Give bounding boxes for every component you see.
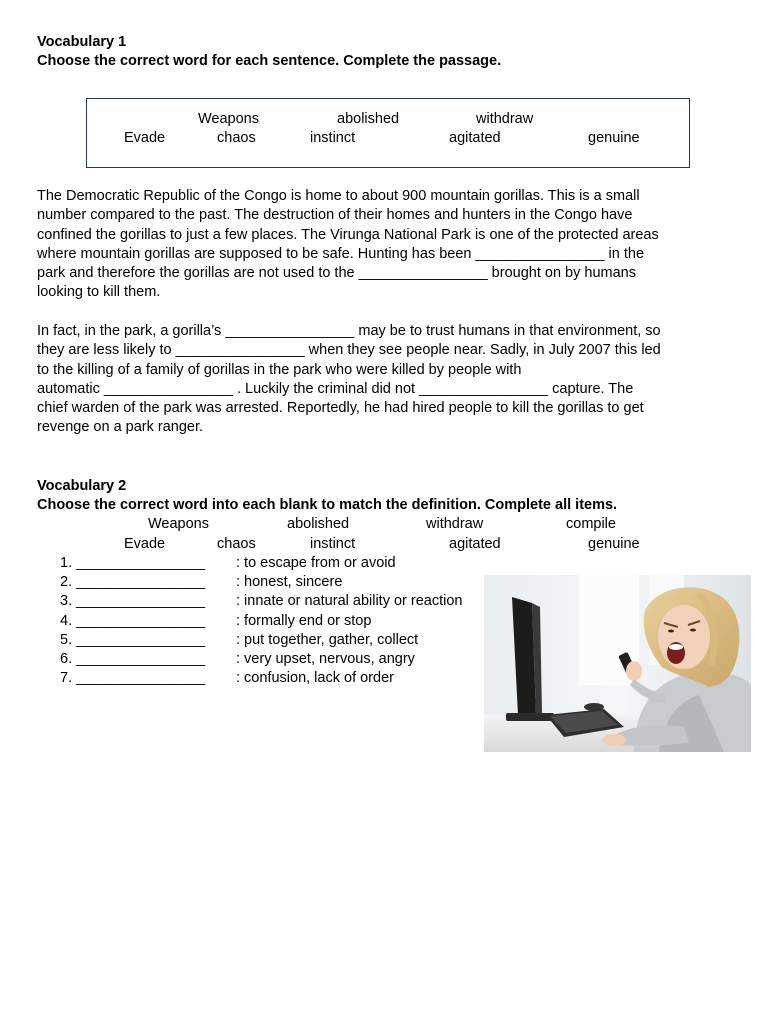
photo-illustration — [484, 575, 751, 752]
word-list-word: agitated — [449, 536, 501, 552]
passage-line: automatic ________________ . Luckily the criminal did not ________________ capture. The — [37, 380, 634, 397]
passage-line: number compared to the past. The destruction of their homes and hunters in the Congo have — [37, 207, 633, 224]
definition-item — [60, 573, 342, 592]
word-bank-word: Evade — [124, 130, 166, 146]
item-definition: : very upset, nervous, angry — [236, 651, 415, 667]
item-number: 1. — [60, 555, 73, 571]
answer-blank[interactable]: ________________ — [76, 651, 206, 667]
answer-blank[interactable]: ________________ — [76, 613, 206, 629]
word-bank-word: genuine — [588, 130, 640, 146]
answer-blank[interactable]: ________________ — [76, 670, 206, 686]
angry-woman-computer-photo — [484, 575, 751, 752]
word-list-word: withdraw — [426, 516, 484, 532]
item-number: 2. — [60, 574, 73, 590]
definition-item — [60, 631, 418, 650]
definition-item — [60, 650, 415, 669]
answer-blank[interactable]: ________________ — [76, 632, 206, 648]
item-definition: : innate or natural ability or reaction — [236, 593, 463, 609]
vocab1-heading: Vocabulary 1 — [37, 34, 127, 50]
answer-blank[interactable]: ________________ — [76, 555, 206, 571]
item-number: 4. — [60, 613, 73, 629]
passage-line: chief warden of the park was arrested. Reportedly, he had hired people to kill the gorillas to get — [37, 400, 644, 417]
item-number: 3. — [60, 593, 73, 609]
definition-item — [60, 554, 396, 573]
word-list-word: chaos — [217, 536, 256, 552]
word-bank-word: chaos — [217, 130, 256, 146]
passage-paragraph-1 — [37, 187, 737, 303]
passage-paragraph-2 — [37, 322, 737, 438]
passage-line: looking to kill them. — [37, 284, 161, 301]
item-number: 6. — [60, 651, 73, 667]
item-number: 5. — [60, 632, 73, 648]
passage-line: where mountain gorillas are supposed to be safe. Hunting has been ________________ in the — [37, 245, 645, 262]
passage-line: park and therefore the gorillas are not used to the ________________ brought on by humans — [37, 265, 636, 282]
passage-line: they are less likely to ________________ when they see people near. Sadly, in July 2007 this led — [37, 342, 661, 359]
answer-blank[interactable]: ________________ — [76, 593, 206, 609]
passage-line: to the killing of a family of gorillas in the park who were killed by people with — [37, 361, 522, 378]
word-bank-word: agitated — [449, 130, 501, 146]
word-list-word: instinct — [310, 536, 356, 552]
word-list-word: compile — [566, 516, 616, 532]
vocab1-instruction: Choose the correct word for each sentence. Complete the passage. — [37, 53, 502, 69]
passage-line: In fact, in the park, a gorilla’s ________________ may be to trust humans in that environment, so — [37, 323, 661, 339]
vocab2-instruction: Choose the correct word into each blank to match the definition. Complete all items. — [37, 497, 618, 513]
answer-blank[interactable]: ________________ — [76, 574, 206, 590]
word-bank-word: abolished — [337, 111, 400, 127]
word-list-word: Weapons — [148, 516, 209, 532]
word-bank-word: Weapons — [198, 111, 259, 127]
word-list-word: Evade — [124, 536, 166, 552]
item-definition: : confusion, lack of order — [236, 670, 394, 686]
passage-line: The Democratic Republic of the Congo is home to about 900 mountain gorillas. This is a small — [37, 188, 640, 204]
item-definition: : formally end or stop — [236, 613, 372, 629]
passage-line: confined the gorillas to just a few places. The Virunga National Park is one of the protected areas — [37, 226, 659, 243]
word-list-word: genuine — [588, 536, 640, 552]
definition-item — [60, 592, 463, 611]
word-list-word: abolished — [287, 516, 350, 532]
word-bank-word: withdraw — [476, 111, 534, 127]
item-number: 7. — [60, 670, 73, 686]
item-definition: : to escape from or avoid — [236, 555, 396, 571]
definition-item — [60, 669, 394, 688]
word-bank-word: instinct — [310, 130, 356, 146]
vocab2-heading: Vocabulary 2 — [37, 478, 127, 494]
item-definition: : put together, gather, collect — [236, 632, 419, 648]
passage-line: revenge on a park ranger. — [37, 419, 204, 436]
definition-item — [60, 612, 371, 631]
item-definition: : honest, sincere — [236, 574, 343, 590]
